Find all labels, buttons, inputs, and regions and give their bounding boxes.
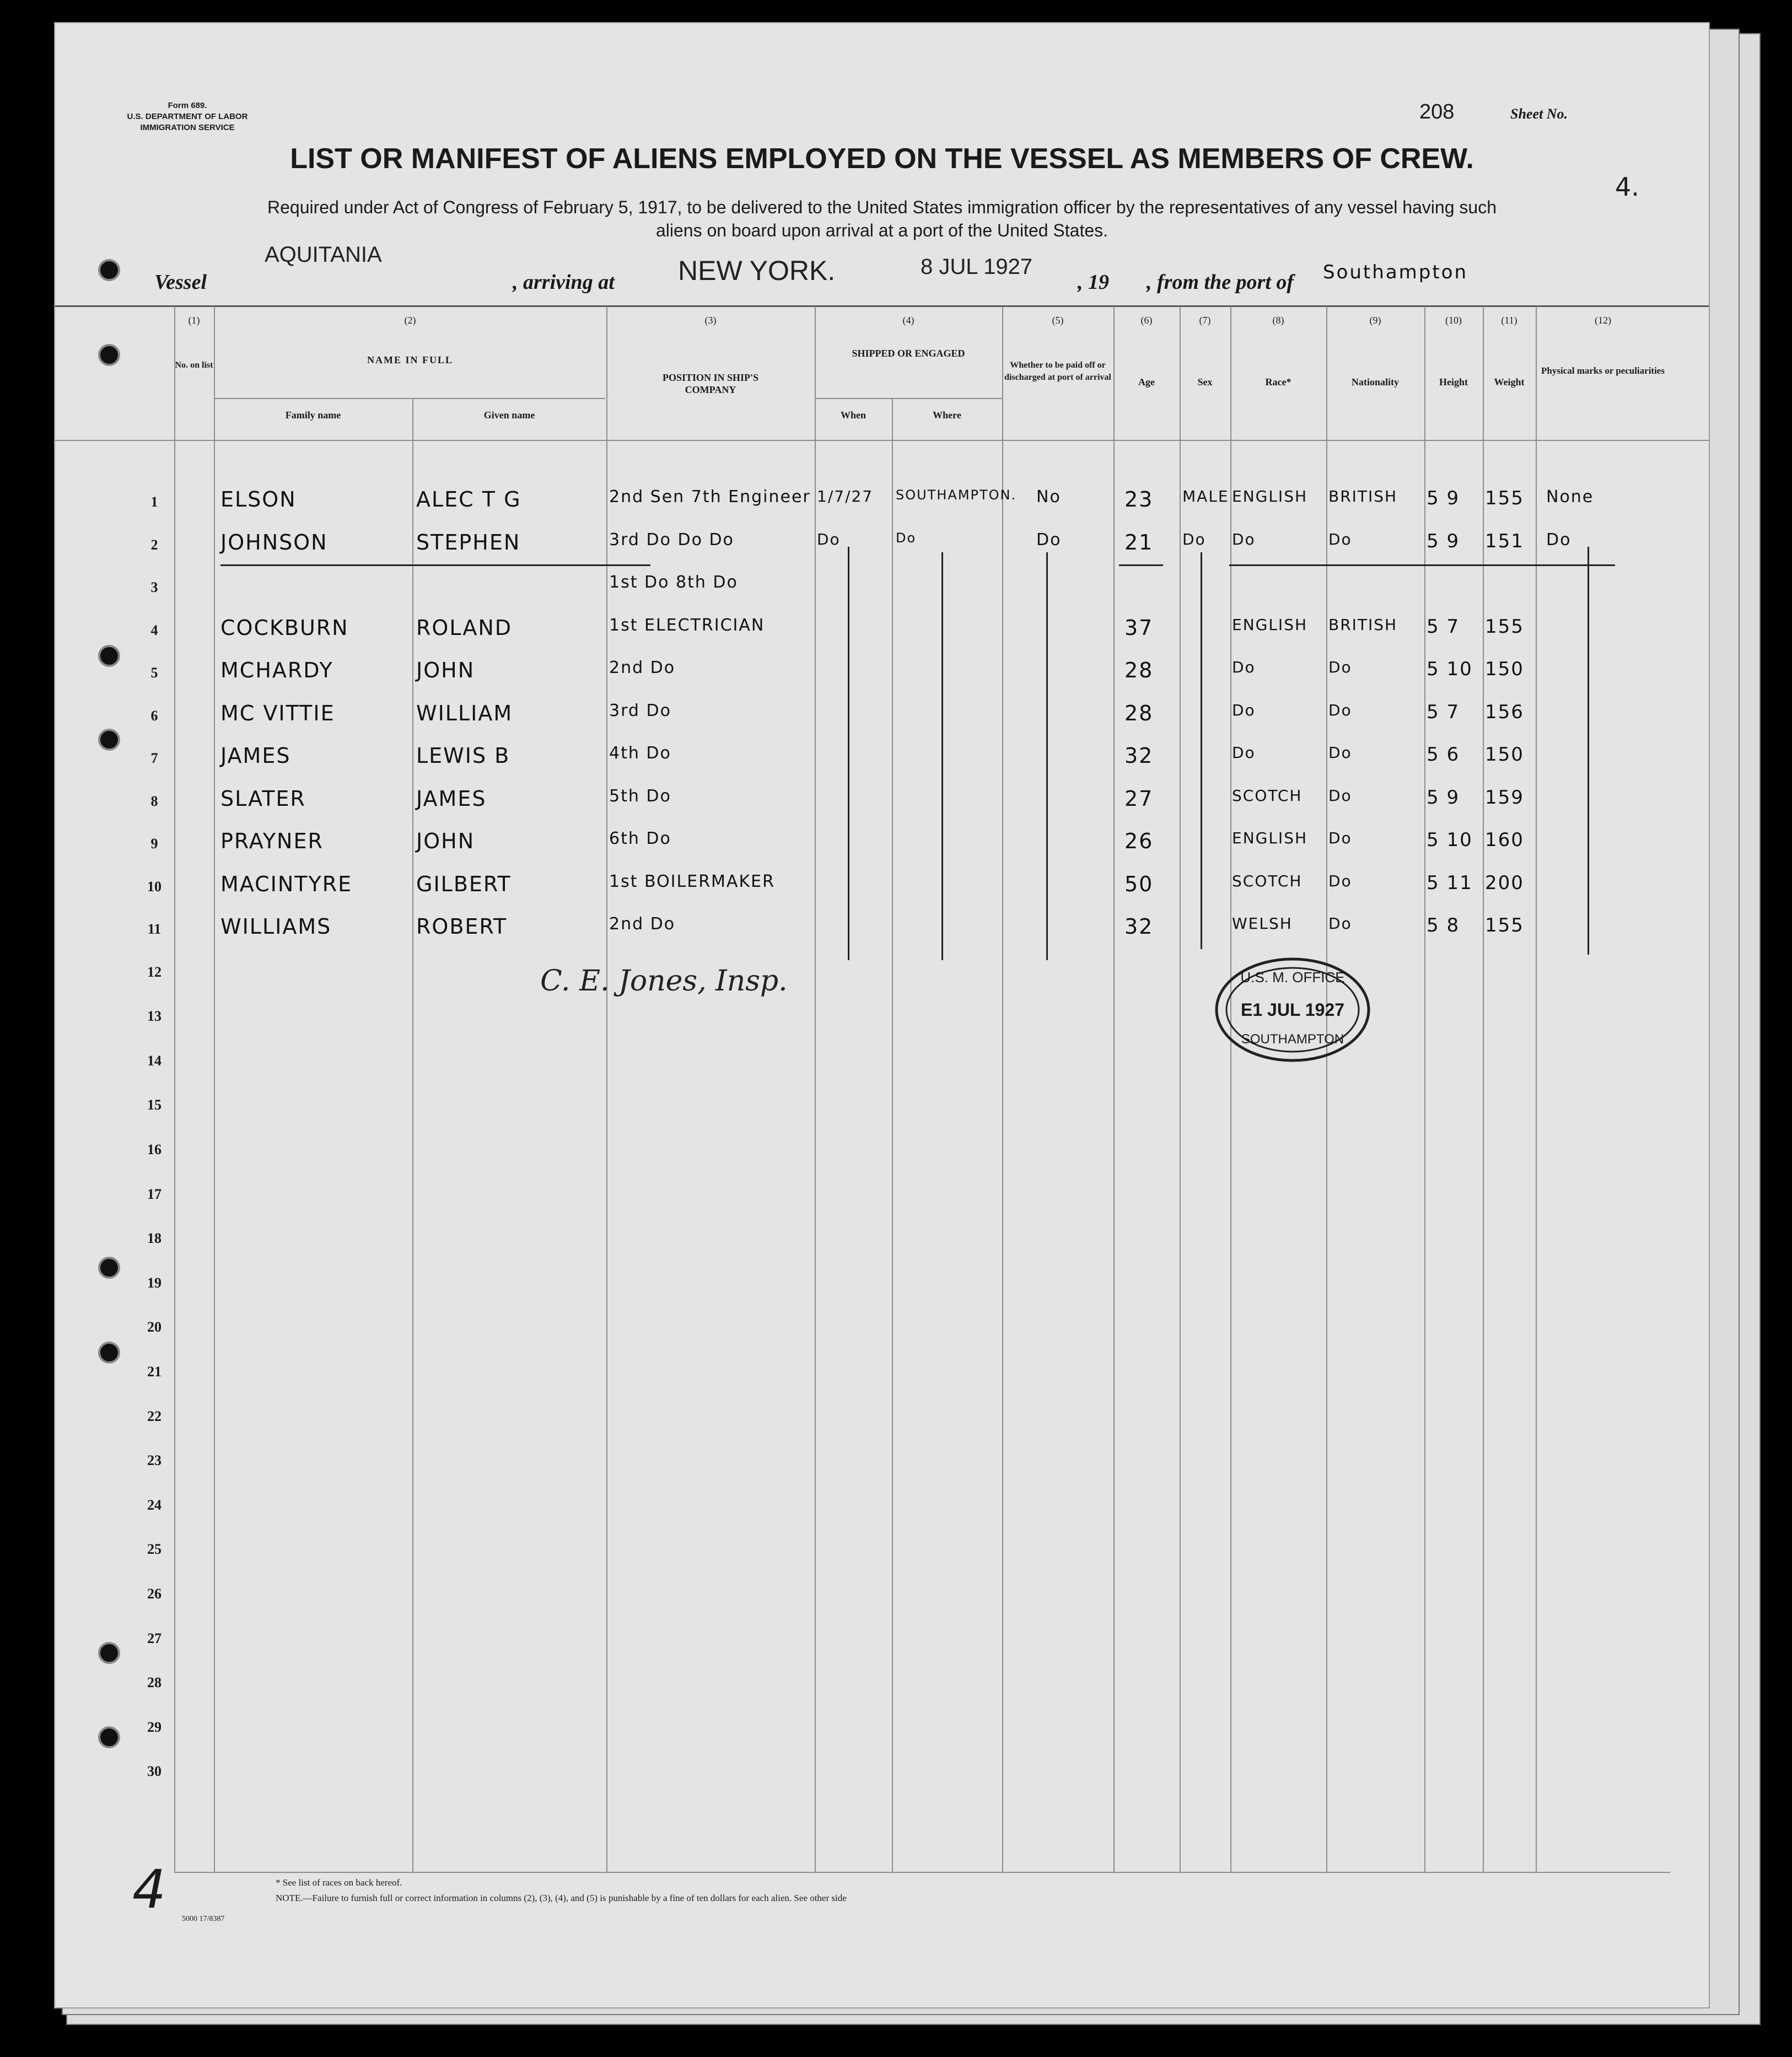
height-cell: 5 9	[1427, 786, 1460, 809]
race-cell: SCOTCH	[1232, 786, 1303, 805]
nationality-cell: BRITISH	[1328, 487, 1398, 505]
row-number: 6	[150, 707, 158, 724]
col-divider	[1483, 306, 1484, 1872]
ditto-stroke	[941, 552, 943, 960]
position-cell: 2nd Do	[609, 914, 676, 934]
weight-cell: 200	[1485, 871, 1524, 894]
race-cell: Do	[1232, 701, 1256, 719]
when-header: When	[840, 410, 866, 421]
sex-cell: MALE	[1182, 487, 1229, 505]
age-cell: 23	[1124, 487, 1154, 511]
stamp-date: E1 JUL 1927	[1241, 1000, 1344, 1020]
nationality-cell: Do	[1328, 786, 1352, 805]
weight-cell: 155	[1485, 487, 1524, 509]
family-name-cell: JAMES	[220, 744, 291, 768]
position-cell: 3rd Do Do Do	[609, 530, 734, 550]
table-bottom-rule	[174, 1872, 1670, 1873]
punch-hole	[98, 1342, 120, 1364]
page-mark: 4.	[1615, 172, 1639, 202]
height-cell: 5 7	[1427, 615, 1460, 638]
weight-cell: 150	[1485, 744, 1524, 766]
position-cell: 6th Do	[609, 829, 671, 848]
page-title: LIST OR MANIFEST OF ALIENS EMPLOYED ON THE VESSEL AS MEMBERS OF CREW.	[290, 143, 1474, 175]
col5-header: Whether to be paid off or discharged at port of arrival	[1004, 360, 1111, 382]
family-name-header: Family name	[285, 410, 341, 421]
age-cell: 50	[1124, 871, 1154, 896]
row-number: 8	[150, 793, 158, 809]
col-divider	[1180, 306, 1181, 1872]
empty-row-number: 16	[147, 1141, 162, 1157]
col-divider	[1113, 306, 1115, 1872]
race-cell: ENGLISH	[1232, 487, 1308, 505]
position-cell: 2nd Sen 7th Engineer	[609, 487, 811, 507]
empty-row-number: 27	[147, 1630, 162, 1646]
handwritten-rule	[1119, 564, 1163, 566]
form-number: Form 689.	[168, 101, 207, 110]
table-top-rule	[55, 305, 1709, 307]
col-divider	[1326, 306, 1327, 1872]
punch-hole	[98, 645, 120, 667]
empty-row-number: 22	[147, 1408, 162, 1424]
weight-cell: 151	[1485, 530, 1524, 552]
position-cell: 3rd Do	[609, 701, 671, 720]
height-cell: 5 8	[1427, 914, 1460, 936]
paid-off-cell: Do	[1036, 530, 1062, 550]
age-cell: 28	[1124, 658, 1154, 682]
age-cell: 26	[1124, 829, 1154, 853]
punch-hole	[98, 344, 120, 366]
punch-hole	[98, 729, 120, 751]
position-cell: 1st BOILERMAKER	[609, 871, 775, 891]
empty-row-number: 30	[147, 1763, 162, 1780]
punch-hole	[98, 259, 120, 281]
family-name-cell: SLATER	[220, 786, 306, 811]
empty-row-number: 17	[147, 1186, 162, 1202]
empty-row-number: 19	[147, 1274, 162, 1291]
empty-row-number: 15	[147, 1097, 162, 1113]
manifest-sheet	[55, 23, 1709, 2007]
ditto-stroke	[848, 547, 849, 960]
col-divider	[1536, 306, 1537, 1872]
col4-header: SHIPPED OR ENGAGED	[852, 348, 965, 359]
ditto-stroke	[1201, 552, 1202, 949]
col1-header: No. on list	[175, 360, 213, 370]
given-name-cell: JOHN	[416, 658, 475, 682]
position-cell: 1st ELECTRICIAN	[609, 615, 765, 635]
weight-cell: 150	[1485, 658, 1524, 680]
subtitle-line-1: Required under Act of Congress of February 5, 1917, to be delivered to the United States immigration officer by the representatives of any vessel having such	[267, 197, 1497, 217]
family-name-cell: WILLIAMS	[220, 914, 332, 939]
col7-number: (7)	[1199, 315, 1211, 326]
form-info	[99, 100, 276, 133]
race-cell: Do	[1232, 658, 1256, 676]
nationality-cell: Do	[1328, 829, 1352, 847]
empty-row-number: 26	[147, 1585, 162, 1602]
nationality-cell: Do	[1328, 701, 1352, 719]
race-cell: ENGLISH	[1232, 615, 1308, 634]
given-name-cell: GILBERT	[416, 871, 512, 896]
col2-number: (2)	[404, 315, 416, 326]
col11-number: (11)	[1501, 315, 1517, 326]
arrival-date: 8 JUL 1927	[921, 255, 1033, 279]
row-number: 4	[150, 622, 158, 638]
given-name-cell: ROBERT	[416, 914, 508, 939]
col9-number: (9)	[1369, 315, 1381, 326]
empty-row-number: 23	[147, 1452, 162, 1469]
corner-mark: 4	[132, 1859, 166, 1920]
col-divider	[412, 398, 413, 1872]
family-name-cell: MC VITTIE	[220, 701, 335, 725]
col3-header: POSITION IN SHIP'S COMPANY	[662, 372, 759, 395]
row-number: 5	[150, 665, 158, 681]
from-port: Southampton	[1323, 261, 1468, 283]
where-cell: SOUTHAMPTON.	[896, 487, 1017, 503]
marks-cell: Do	[1546, 530, 1572, 550]
empty-row-number: 20	[147, 1319, 162, 1336]
height-header: Height	[1439, 376, 1468, 387]
where-header: Where	[933, 410, 961, 421]
when-cell: 1/7/27	[817, 487, 874, 505]
family-name-cell: PRAYNER	[220, 829, 324, 853]
empty-row-number: 13	[147, 1008, 162, 1025]
form-department: U.S. DEPARTMENT OF LABOR	[127, 112, 248, 121]
given-name-cell: LEWIS B	[416, 744, 510, 768]
height-cell: 5 7	[1427, 701, 1460, 723]
weight-cell: 159	[1485, 786, 1524, 809]
col8-number: (8)	[1272, 315, 1284, 326]
nationality-cell: Do	[1328, 658, 1352, 676]
punch-hole	[98, 1257, 120, 1279]
col-divider	[1002, 306, 1003, 1872]
subtitle-line-2: aliens on board upon arrival at a port of the United States.	[655, 220, 1108, 240]
given-name-cell: ROLAND	[416, 615, 513, 640]
height-cell: 5 10	[1427, 658, 1473, 680]
family-name-cell: JOHNSON	[220, 530, 328, 554]
inspector-signature: C. E. Jones, Insp.	[540, 965, 788, 998]
height-cell: 5 9	[1427, 487, 1460, 509]
age-header: Age	[1138, 376, 1155, 387]
family-name-cell: ELSON	[220, 487, 297, 511]
row-number: 9	[150, 836, 158, 852]
position-cell: 1st Do 8th Do	[609, 573, 738, 592]
row-number: 3	[150, 579, 158, 595]
col4-number: (4)	[902, 315, 914, 326]
weight-header: Weight	[1494, 376, 1525, 387]
race-cell: Do	[1232, 744, 1256, 762]
race-cell: ENGLISH	[1232, 829, 1308, 847]
race-cell: SCOTCH	[1232, 871, 1303, 890]
weight-cell: 155	[1485, 914, 1524, 936]
punch-hole	[98, 1726, 120, 1748]
height-cell: 5 10	[1427, 829, 1473, 851]
print-code: 5000 17/8387	[182, 1915, 225, 1923]
sheet-number-value: 208	[1419, 100, 1455, 123]
empty-row-number: 28	[147, 1674, 162, 1691]
given-name-header: Given name	[483, 410, 535, 421]
race-cell: WELSH	[1232, 914, 1293, 933]
col12-number: (12)	[1595, 315, 1611, 326]
empty-row-number: 24	[147, 1496, 162, 1513]
given-name-cell: STEPHEN	[416, 530, 521, 554]
where-cell: Do	[896, 530, 917, 546]
given-name-cell: JOHN	[416, 829, 475, 853]
col-divider	[174, 306, 175, 1872]
sex-header: Sex	[1197, 376, 1213, 387]
col-divider	[1230, 306, 1231, 1872]
header-bottom-rule	[55, 440, 1709, 441]
sheet-number-label: Sheet No.	[1510, 106, 1568, 122]
empty-row-number: 25	[147, 1541, 162, 1558]
race-cell: Do	[1232, 530, 1256, 548]
position-cell: 4th Do	[609, 744, 671, 763]
col3-number: (3)	[704, 315, 717, 326]
height-cell: 5 6	[1427, 744, 1460, 766]
col-divider	[815, 306, 816, 1872]
family-name-cell: MACINTYRE	[220, 871, 353, 896]
col-divider	[606, 306, 607, 1872]
year-label: , 19	[1078, 271, 1109, 294]
marks-cell: None	[1546, 487, 1594, 507]
empty-row-number: 14	[147, 1052, 162, 1069]
ditto-stroke	[1587, 547, 1589, 955]
nationality-cell: Do	[1328, 871, 1352, 890]
marks-header: Physical marks or peculiarities	[1541, 365, 1665, 376]
position-cell: 5th Do	[609, 786, 671, 806]
handwritten-rule	[220, 564, 650, 566]
row-number: 7	[150, 750, 158, 766]
row-number: 2	[150, 536, 158, 553]
col1-number: (1)	[188, 315, 200, 326]
form-service: IMMIGRATION SERVICE	[140, 123, 235, 132]
stamp-top-text: U.S. M. OFFICE	[1240, 969, 1345, 986]
col10-number: (10)	[1445, 315, 1462, 326]
sex-cell: Do	[1182, 530, 1206, 548]
weight-cell: 156	[1485, 701, 1524, 723]
empty-row-number: 29	[147, 1719, 162, 1735]
paid-off-cell: No	[1036, 487, 1061, 507]
row-number: 11	[147, 921, 162, 937]
age-cell: 27	[1124, 786, 1154, 811]
nationality-header: Nationality	[1351, 376, 1399, 387]
nationality-cell: BRITISH	[1328, 615, 1398, 634]
given-name-cell: JAMES	[416, 786, 487, 811]
height-cell: 5 9	[1427, 530, 1460, 552]
age-cell: 21	[1124, 530, 1154, 554]
vessel-label: Vessel	[154, 271, 207, 294]
given-name-cell: ALEC T G	[416, 487, 521, 511]
col-divider	[1424, 306, 1425, 1872]
height-cell: 5 11	[1427, 871, 1473, 894]
race-header: Race*	[1265, 376, 1291, 387]
from-port-label: , from the port of	[1147, 271, 1294, 294]
col-divider	[214, 306, 215, 1872]
col2-header: NAME IN FULL	[367, 354, 453, 365]
family-name-cell: COCKBURN	[220, 615, 349, 640]
footnote-races: * See list of races on back hereof.	[276, 1877, 402, 1888]
nationality-cell: Do	[1328, 914, 1352, 933]
office-stamp	[1213, 955, 1373, 1065]
col-divider	[892, 398, 893, 1872]
weight-cell: 160	[1485, 829, 1524, 851]
arriving-port: NEW YORK.	[678, 255, 836, 286]
shipped-subheader-rule	[815, 398, 1002, 399]
given-name-cell: WILLIAM	[416, 701, 513, 725]
age-cell: 32	[1124, 914, 1154, 939]
vessel-name: AQUITANIA	[265, 243, 382, 267]
age-cell: 32	[1124, 744, 1154, 768]
family-name-cell: MCHARDY	[220, 658, 333, 682]
col5-number: (5)	[1052, 315, 1064, 326]
empty-row-number: 12	[147, 963, 162, 980]
row-number: 10	[147, 878, 162, 895]
name-subheader-rule	[214, 398, 605, 399]
ditto-stroke	[1046, 552, 1048, 960]
empty-row-number: 21	[147, 1363, 162, 1380]
footnote-note: NOTE.—Failure to furnish full or correct information in columns (2), (3), (4), and (5) is punishable by a fine of ten dollars for each alien. See other side	[276, 1893, 847, 1903]
age-cell: 37	[1124, 615, 1154, 640]
punch-hole	[98, 1642, 120, 1664]
stamp-bottom-text: SOUTHAMPTON	[1241, 1032, 1344, 1047]
nationality-cell: Do	[1328, 744, 1352, 762]
weight-cell: 155	[1485, 615, 1524, 638]
row-number: 1	[150, 494, 158, 510]
arriving-label: , arriving at	[513, 271, 615, 294]
col6-number: (6)	[1140, 315, 1153, 326]
when-cell: Do	[817, 530, 841, 548]
handwritten-rule	[1229, 564, 1615, 566]
empty-row-number: 18	[147, 1230, 162, 1247]
nationality-cell: Do	[1328, 530, 1352, 548]
age-cell: 28	[1124, 701, 1154, 725]
position-cell: 2nd Do	[609, 658, 676, 677]
